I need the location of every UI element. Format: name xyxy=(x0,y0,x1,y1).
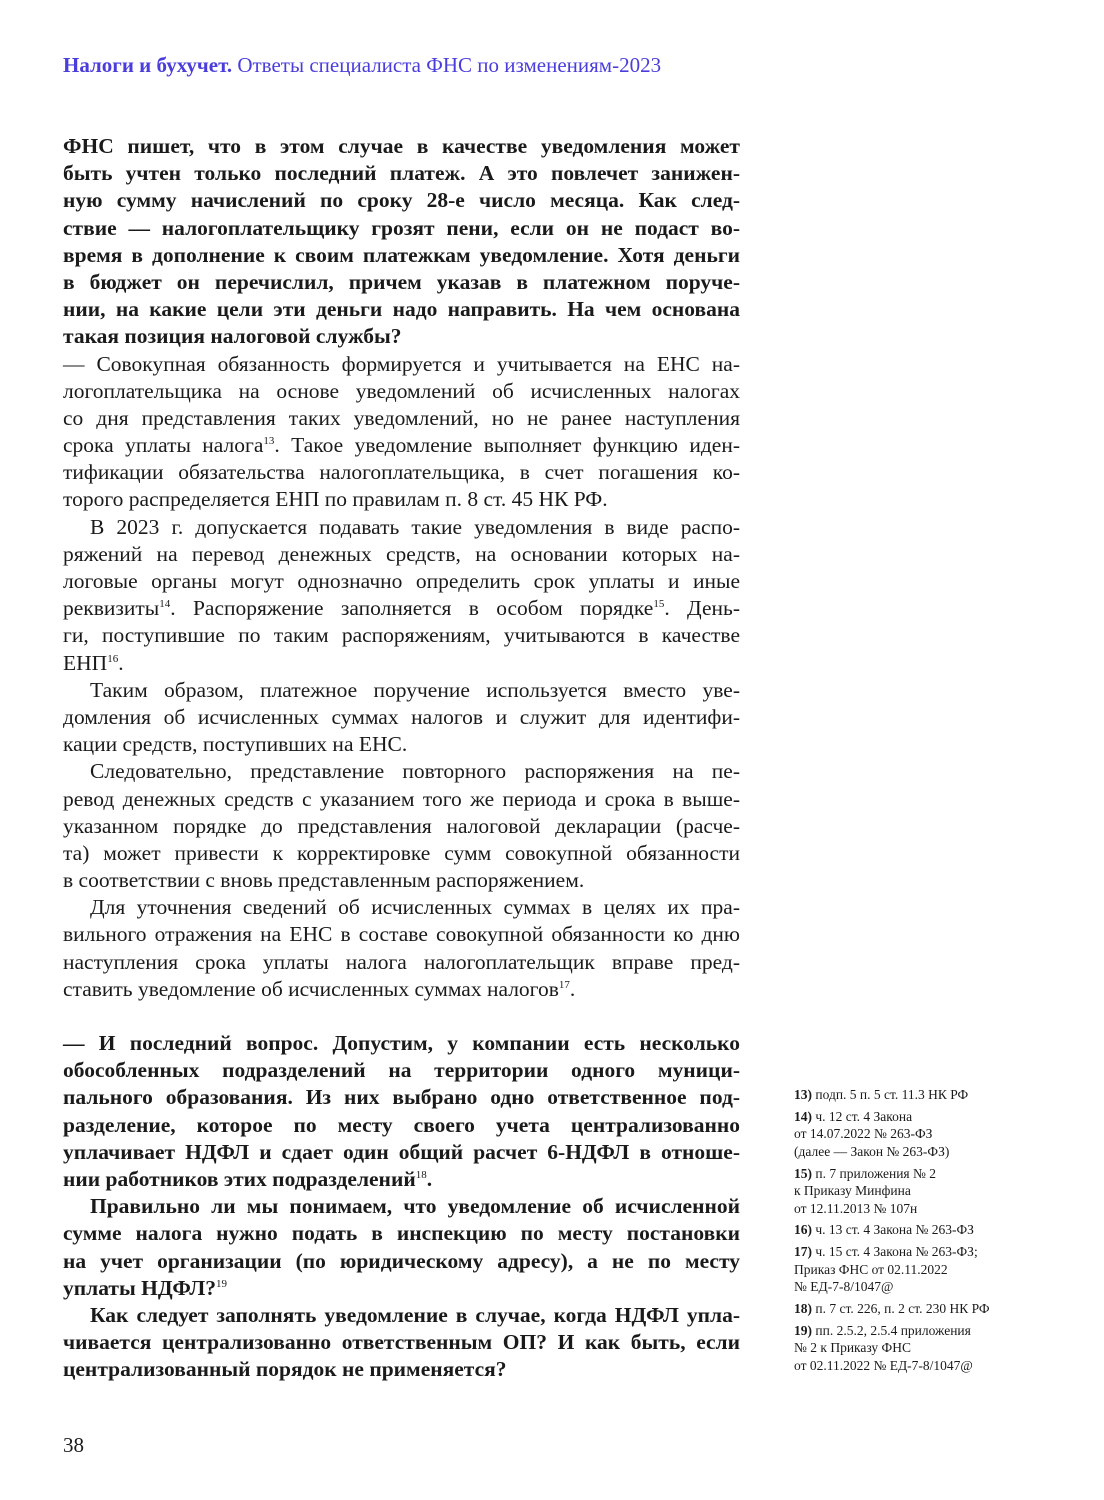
text-line xyxy=(63,1356,740,1383)
text-line xyxy=(63,786,740,813)
text-segment: та) может привести к корректировке сумм совокупной обязанности xyxy=(63,840,740,865)
text-line xyxy=(63,840,740,867)
text-segment: нии работников этих подразделений xyxy=(63,1166,416,1191)
footnote-text: от 02.11.2022 № ЕД-7-8/1047@ xyxy=(794,1357,973,1373)
footnote-text: п. 7 ст. 226, п. 2 ст. 230 НК РФ xyxy=(815,1300,990,1316)
footnote-line xyxy=(794,1300,1034,1318)
footnote-text: № ЕД-7-8/1047@ xyxy=(794,1279,894,1295)
text-line xyxy=(63,1084,740,1111)
footnote-ref: 19 xyxy=(215,1277,227,1290)
footnote-text: Приказ ФНС от 02.11.2022 xyxy=(794,1261,948,1277)
footnote-text: ч. 12 ст. 4 Закона xyxy=(815,1108,913,1124)
text-line xyxy=(63,595,740,622)
text-segment: на учет организации (по юридическому адресу), а не по месту xyxy=(63,1248,740,1273)
footnote-number: 17) xyxy=(794,1244,816,1260)
text-line xyxy=(63,405,740,432)
text-line xyxy=(63,215,740,242)
text-line xyxy=(63,921,740,948)
text-segment: ставить уведомление об исчисленных суммах налогов xyxy=(63,976,559,1001)
page-number: 38 xyxy=(63,1433,84,1457)
text-line xyxy=(63,160,740,187)
text-line xyxy=(63,731,740,758)
text-segment: ги, поступившие по таким распоряжениям, учитываются в качестве xyxy=(63,623,740,648)
text-segment: Таким образом, платежное поручение используется вместо уве- xyxy=(90,677,740,702)
text-segment: указанном порядке до представления налоговой декларации (расче- xyxy=(63,813,740,838)
footnote-number: 18) xyxy=(794,1300,816,1316)
text-segment: со дня представления таких уведомлений, но не ранее наступления xyxy=(63,405,740,430)
paragraph xyxy=(63,351,740,514)
text-line xyxy=(63,486,740,513)
text-line xyxy=(63,867,740,894)
text-segment: ную сумму начислений по сроку 28-е число месяца. Как след- xyxy=(63,188,740,213)
text-segment: время в дополнение к своим платежкам уведомление. Хотя деньги xyxy=(63,242,740,267)
footnote-text: № 2 к Приказу ФНС xyxy=(794,1340,911,1356)
footnote-number: 16) xyxy=(794,1222,816,1238)
paragraph xyxy=(63,133,740,351)
footnotes xyxy=(794,1086,1034,1379)
text-line xyxy=(63,351,740,378)
text-segment: ревод денежных средств с указанием того же периода и срока в выше- xyxy=(63,786,740,811)
text-line xyxy=(63,1302,740,1329)
footnote-text: п. 7 приложения № 2 xyxy=(815,1165,937,1181)
text-segment: нии, на какие цели эти деньги надо направить. На чем основана xyxy=(63,297,740,322)
text-segment: Следовательно, представление повторного распоряжения на пе- xyxy=(90,759,740,784)
footnote-line xyxy=(794,1086,1034,1104)
text-segment: ряжений на перевод денежных средств, на основании которых на- xyxy=(63,541,740,566)
footnote-number: 15) xyxy=(794,1165,816,1181)
text-segment: централизованный порядок не применяется? xyxy=(63,1357,507,1382)
text-segment: в соответствии с вновь представленным распоряжением. xyxy=(63,868,585,893)
text-segment: чивается централизованно ответственным ОП? И как быть, если xyxy=(63,1330,740,1355)
text-line xyxy=(63,541,740,568)
paragraph xyxy=(63,1302,740,1384)
footnote xyxy=(794,1165,1034,1218)
text-segment: такая позиция налоговой службы? xyxy=(63,324,402,349)
footnote-ref: 16 xyxy=(107,652,119,665)
footnote-line xyxy=(794,1182,1034,1200)
paragraph xyxy=(63,894,740,1003)
text-segment: домления об исчисленных суммах налогов и служит для идентифи- xyxy=(63,704,740,729)
paragraph xyxy=(63,1193,740,1302)
text-line xyxy=(63,1030,740,1057)
footnote-text: от 12.11.2013 № 107н xyxy=(794,1200,918,1216)
text-segment: логовые органы могут однозначно определить срок уплаты и иные xyxy=(63,569,740,593)
text-line xyxy=(63,704,740,731)
footnote-line xyxy=(794,1357,1034,1375)
text-segment: кации средств, поступивших на ЕНС. xyxy=(63,732,408,757)
text-segment: ствие — налогоплательщику грозят пени, если он не подаст во- xyxy=(63,215,740,240)
footnote-text: ч. 13 ст. 4 Закона № 263-ФЗ xyxy=(815,1222,974,1238)
text-segment: уплачивает НДФЛ и сдает один общий расчет 6-НДФЛ в отноше- xyxy=(63,1139,740,1164)
text-segment: . День- xyxy=(664,596,740,621)
footnote-line xyxy=(794,1125,1034,1143)
text-line xyxy=(63,1139,740,1166)
footnote-text: подп. 5 п. 5 ст. 11.3 НК РФ xyxy=(815,1087,969,1102)
text-segment: в бюджет он перечислил, причем указав в платежном поруче- xyxy=(63,269,740,294)
text-segment: . xyxy=(118,650,124,675)
footnote-ref: 14 xyxy=(159,598,171,611)
text-segment: сумме налога нужно подать в инспекцию по месту постановки xyxy=(63,1221,740,1246)
text-line xyxy=(63,269,740,296)
text-segment: уплаты НДФЛ? xyxy=(63,1275,216,1300)
text-line xyxy=(63,378,740,405)
footnote xyxy=(794,1086,1034,1104)
text-line xyxy=(63,459,740,486)
text-line xyxy=(63,758,740,785)
footnote-number: 13) xyxy=(794,1087,816,1102)
text-line xyxy=(63,187,740,214)
footnote-line xyxy=(794,1165,1034,1183)
paragraph xyxy=(63,677,740,759)
header-section: Налоги и бухучет. xyxy=(63,53,233,77)
text-segment: Как следует заполнять уведомление в случае, когда НДФЛ упла- xyxy=(90,1302,740,1327)
text-line xyxy=(63,1112,740,1139)
footnote xyxy=(794,1243,1034,1296)
footnote-ref: 15 xyxy=(653,598,665,611)
text-segment: быть учтен только последний платеж. А это повлечет занижен- xyxy=(63,161,740,186)
text-line xyxy=(63,677,740,704)
text-line xyxy=(63,133,740,160)
text-line xyxy=(63,242,740,269)
footnote-line xyxy=(794,1143,1034,1161)
text-segment: срока уплаты налога xyxy=(63,433,264,458)
text-line xyxy=(63,514,740,541)
text-line xyxy=(63,1220,740,1247)
text-segment: . Распоряжение заполняется в особом порядке xyxy=(170,596,654,621)
footnote-text: к Приказу Минфина xyxy=(794,1183,911,1199)
text-segment: — Совокупная обязанность формируется и учитывается на ЕНС на- xyxy=(63,351,740,376)
text-segment: . Такое уведомление выполняет функцию иден- xyxy=(274,433,740,458)
footnote-line xyxy=(794,1108,1034,1126)
header-title: Ответы специалиста ФНС по изменениям-2023 xyxy=(237,53,662,77)
paragraph xyxy=(63,1030,740,1193)
footnote-number: 19) xyxy=(794,1322,816,1338)
text-line xyxy=(63,949,740,976)
text-segment: реквизиты xyxy=(63,596,160,621)
text-segment: . xyxy=(426,1166,433,1191)
text-segment: пального образования. Из них выбрано одно ответственное под- xyxy=(63,1085,740,1110)
text-segment: вильного отражения на ЕНС в составе совокупной обязанности ко дню xyxy=(63,922,740,947)
footnote-text: пп. 2.5.2, 2.5.4 приложения xyxy=(815,1322,971,1338)
footnote-ref: 17 xyxy=(558,978,570,991)
footnote-line xyxy=(794,1261,1034,1279)
text-line xyxy=(63,1057,740,1084)
text-line xyxy=(63,976,740,1003)
footnote-line xyxy=(794,1221,1034,1239)
footnote-text: ч. 15 ст. 4 Закона № 263-ФЗ; xyxy=(815,1244,978,1260)
text-segment: наступления срока уплаты налога налогоплательщик вправе пред- xyxy=(63,949,740,974)
footnote-line xyxy=(794,1278,1034,1296)
footnote-line xyxy=(794,1322,1034,1340)
footnote-ref: 13 xyxy=(263,435,275,448)
footnote-text: (далее — Закон № 263-ФЗ) xyxy=(794,1143,950,1159)
text-line xyxy=(63,568,740,595)
footnote xyxy=(794,1322,1034,1375)
text-line xyxy=(63,1248,740,1275)
text-line xyxy=(63,1275,740,1302)
text-segment: — И последний вопрос. Допустим, у компании есть несколько xyxy=(63,1031,740,1055)
text-line xyxy=(63,1166,740,1193)
text-segment: торого распределяется ЕНП по правилам п. 8 ст. 45 НК РФ. xyxy=(63,487,608,512)
text-segment: . xyxy=(569,976,576,1001)
text-line xyxy=(63,323,740,350)
text-line xyxy=(63,813,740,840)
footnote-ref: 18 xyxy=(415,1168,427,1181)
text-segment: обособленных подразделений на территории одного муници- xyxy=(63,1058,740,1083)
text-segment: Правильно ли мы понимаем, что уведомление об исчисленной xyxy=(90,1194,740,1219)
footnote xyxy=(794,1221,1034,1239)
article-body xyxy=(63,133,740,1383)
paragraph xyxy=(63,514,740,677)
text-segment: В 2023 г. допускается подавать такие уведомления в виде распо- xyxy=(90,514,740,539)
text-segment: тификации обязательства налогоплательщика, в счет погашения ко- xyxy=(63,460,740,485)
footnote-number: 14) xyxy=(794,1108,816,1124)
paragraph xyxy=(63,758,740,894)
text-line xyxy=(63,894,740,921)
text-segment: ЕНП xyxy=(63,650,108,675)
text-line xyxy=(63,296,740,323)
footnote-line xyxy=(794,1243,1034,1261)
footnote-line xyxy=(794,1200,1034,1218)
text-line xyxy=(63,1329,740,1356)
footnote-line xyxy=(794,1339,1034,1357)
text-segment: ФНС пишет, что в этом случае в качестве уведомления может xyxy=(63,134,740,158)
text-segment: Для уточнения сведений об исчисленных суммах в целях их пра- xyxy=(90,895,740,920)
running-header xyxy=(63,53,661,78)
text-line xyxy=(63,1193,740,1220)
text-line xyxy=(63,650,740,677)
footnote-text: от 14.07.2022 № 263-ФЗ xyxy=(794,1126,933,1142)
text-segment: логоплательщика на основе уведомлений об исчисленных налогах xyxy=(63,378,740,403)
footnote xyxy=(794,1108,1034,1161)
text-segment: разделение, которое по месту своего учета централизованно xyxy=(63,1112,740,1137)
footnote xyxy=(794,1300,1034,1318)
text-line xyxy=(63,622,740,649)
text-line xyxy=(63,432,740,459)
